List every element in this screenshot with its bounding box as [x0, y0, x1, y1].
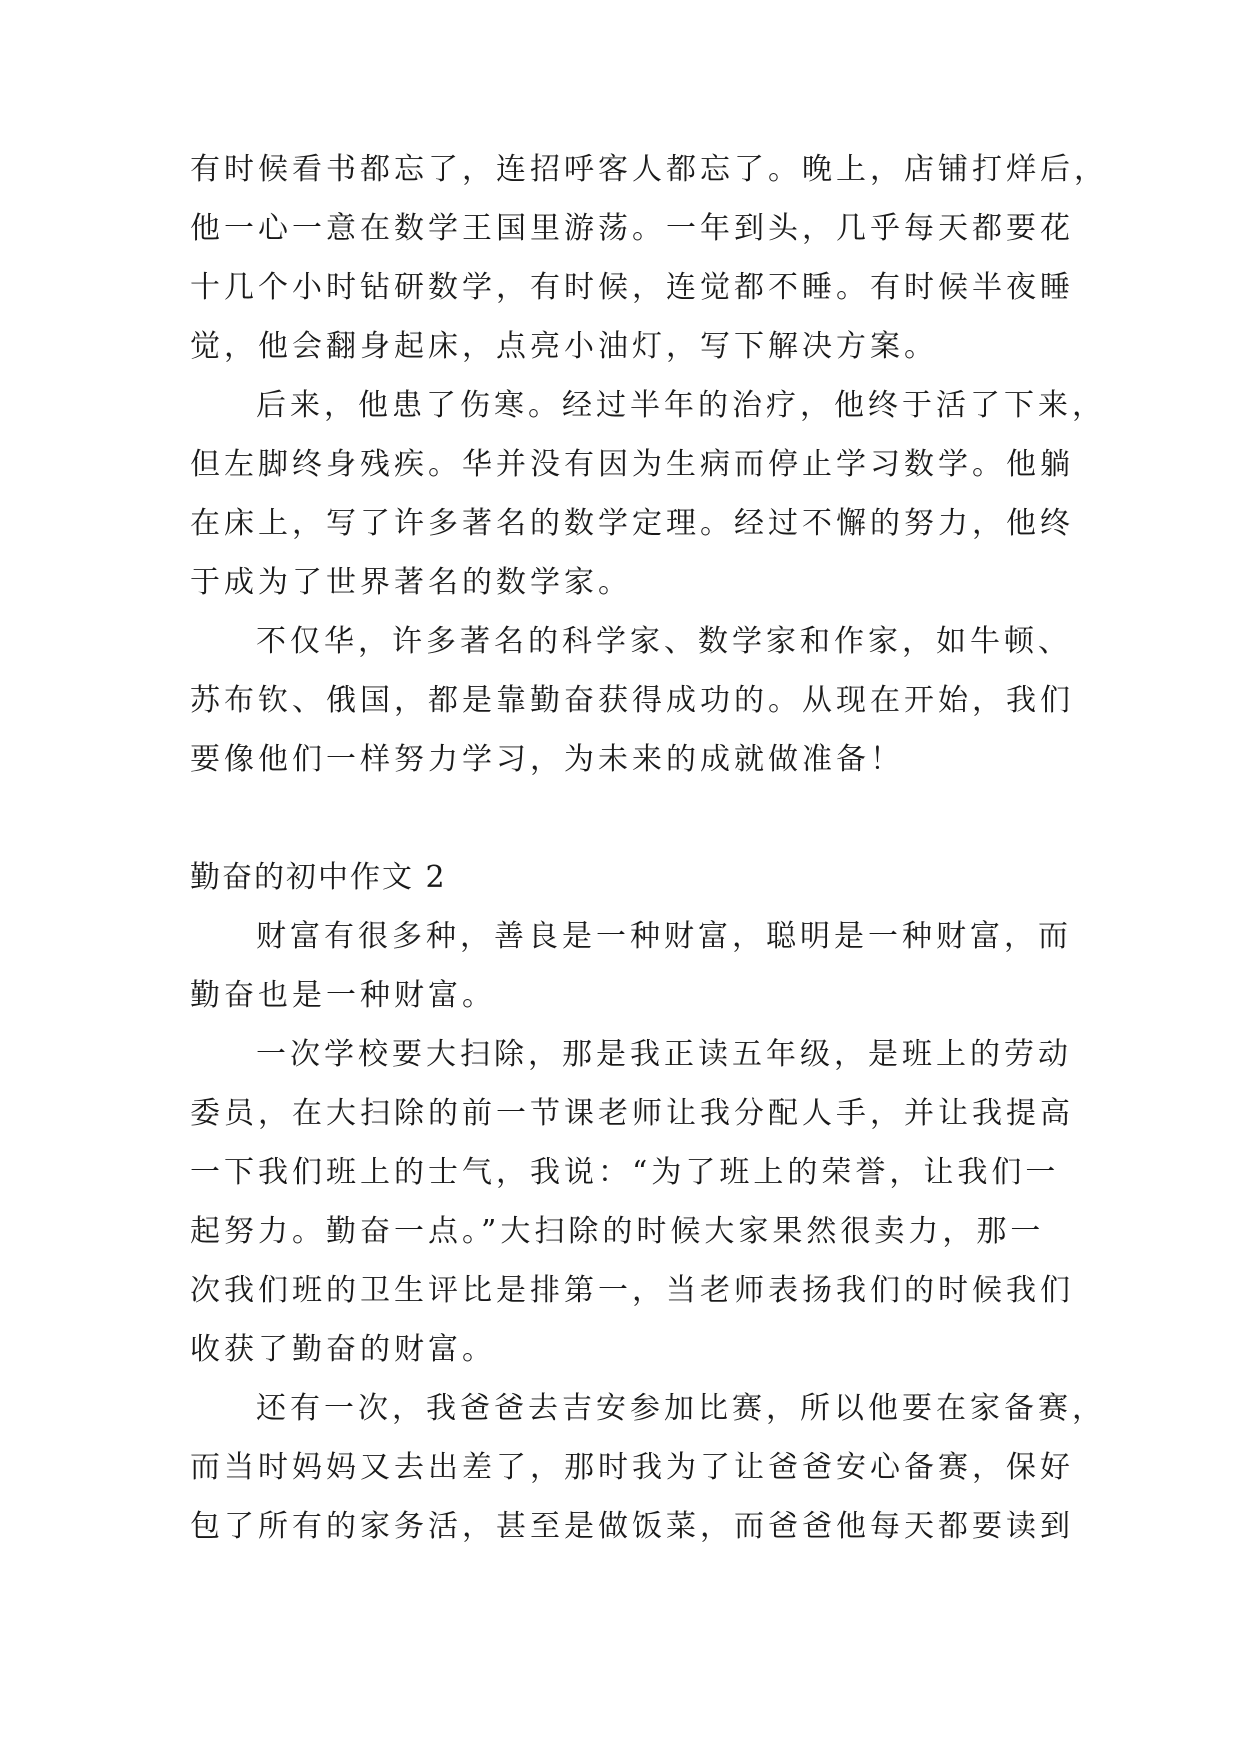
paragraph-line: 包了所有的家务活，甚至是做饭菜，而爸爸他每天都要读到 — [190, 1509, 1074, 1544]
paragraph-line: 觉，他会翻身起床，点亮小油灯，写下解决方案。 — [190, 329, 938, 364]
paragraph-line: 勤奋也是一种财富。 — [190, 978, 496, 1013]
paragraph-line: 于成为了世界著名的数学家。 — [190, 565, 632, 600]
paragraph-line: 苏布钦、俄国，都是靠勤奋获得成功的。从现在开始，我们 — [190, 683, 1074, 718]
paragraph-line: 有时候看书都忘了，连招呼客人都忘了。晚上，店铺打烊后， — [190, 152, 1108, 187]
paragraph-line: 但左脚终身残疾。华并没有因为生病而停止学习数学。他躺 — [190, 447, 1074, 482]
paragraph-line: 一次学校要大扫除，那是我正读五年级，是班上的劳动 — [256, 1037, 1072, 1072]
section-heading: 勤奋的初中作文 2 — [190, 860, 447, 895]
paragraph-line: 他一心一意在数学王国里游荡。一年到头，几乎每天都要花 — [190, 211, 1074, 246]
paragraph-line: 不仅华，许多著名的科学家、数学家和作家，如牛顿、 — [256, 624, 1072, 659]
paragraph-line: 要像他们一样努力学习，为未来的成就做准备！ — [190, 742, 904, 777]
paragraph-line: 一下我们班上的士气，我说：“为了班上的荣誉，让我们一 — [190, 1155, 1060, 1190]
paragraph-line: 收获了勤奋的财富。 — [190, 1332, 496, 1367]
paragraph-line: 而当时妈妈又去出差了，那时我为了让爸爸安心备赛，保好 — [190, 1450, 1074, 1485]
paragraph-line: 十几个小时钻研数学，有时候，连觉都不睡。有时候半夜睡 — [190, 270, 1074, 305]
paragraph-line: 在床上，写了许多著名的数学定理。经过不懈的努力，他终 — [190, 506, 1074, 541]
paragraph-line: 财富有很多种，善良是一种财富，聪明是一种财富，而 — [256, 919, 1072, 954]
paragraph-line: 后来，他患了伤寒。经过半年的治疗，他终于活了下来， — [256, 388, 1106, 423]
paragraph-line: 委员，在大扫除的前一节课老师让我分配人手，并让我提高 — [190, 1096, 1074, 1131]
paragraph-line: 还有一次，我爸爸去吉安参加比赛，所以他要在家备赛， — [256, 1391, 1106, 1426]
paragraph-line: 次我们班的卫生评比是排第一，当老师表扬我们的时候我们 — [190, 1273, 1074, 1308]
paragraph-line: 起努力。勤奋一点。”大扫除的时候大家果然很卖力，那一 — [190, 1214, 1045, 1249]
